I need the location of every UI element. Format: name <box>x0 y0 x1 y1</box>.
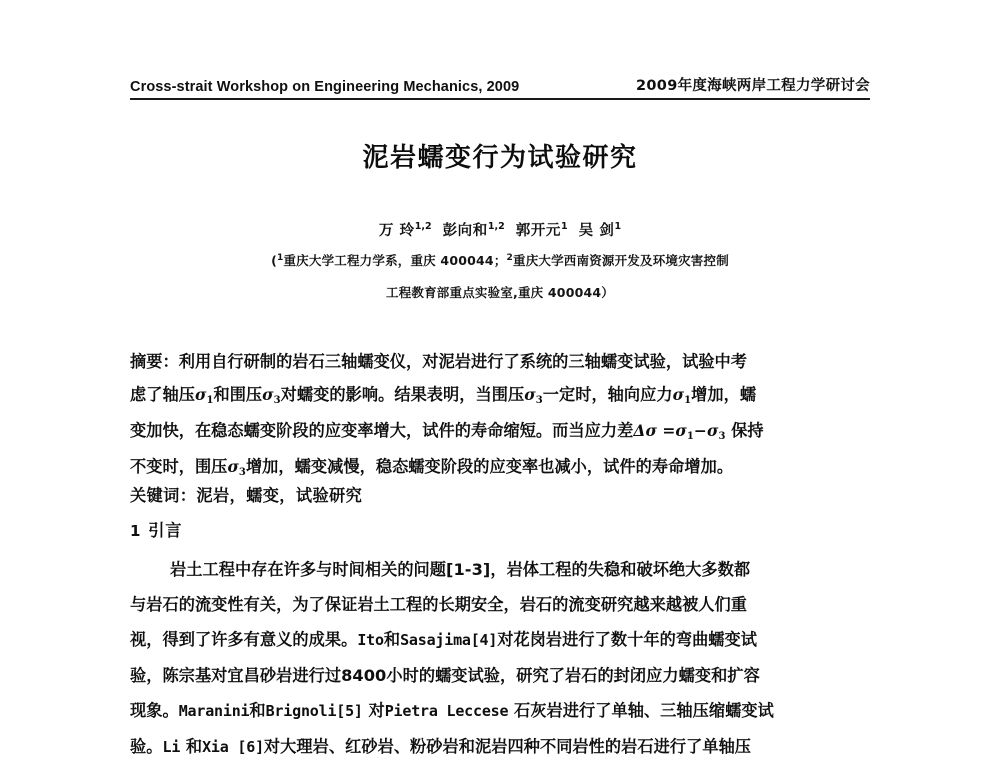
material-pietra-leccese: Pietra Leccese <box>384 702 509 720</box>
abstract-text: 一定时，轴向应力 <box>542 385 673 404</box>
citation-ito: Ito <box>357 631 384 649</box>
section-number: 1 <box>130 522 142 540</box>
keywords-values: 泥岩，蠕变，试验研究 <box>196 486 363 505</box>
affiliation-text-2: 重庆大学西南资源开发及环境灾害控制 <box>513 253 729 268</box>
abstract-label: 摘要： <box>130 352 179 371</box>
abstract-text: 保持 <box>731 421 764 440</box>
abstract-text: 和围压 <box>213 385 263 404</box>
symbol-sigma-1: $\sigma_1$ <box>672 385 692 406</box>
intro-text: 验，陈宗基对宜昌砂岩进行过 <box>130 666 342 685</box>
intro-line-5 <box>130 693 872 729</box>
intro-line-2 <box>130 587 872 622</box>
introduction-body <box>130 552 872 765</box>
symbol-sigma-1: $\sigma_1$ <box>194 385 214 406</box>
intro-text: 和 <box>249 701 266 720</box>
abstract-text: 对蠕变的影响。结果表明，当围压 <box>280 385 525 404</box>
intro-line-6 <box>130 729 872 765</box>
author-name: 吴 剑 <box>578 223 615 239</box>
abstract-text: 虑了轴压 <box>130 385 195 404</box>
intro-text: 石灰岩进行了单轴、三轴压缩蠕变试 <box>514 701 774 720</box>
abstract-text: 不变时，围压 <box>130 457 228 476</box>
running-head <box>130 74 870 95</box>
page-title: 泥岩蠕变行为试验研究 <box>362 143 638 173</box>
affiliation-text-1: 重庆大学工程力学系，重庆 400044； <box>283 253 507 268</box>
abstract-line-2 <box>130 378 872 414</box>
intro-text: 岩土工程中存在许多与时间相关的问题[1-3]，岩体工程的失稳和破坏绝大多数都 <box>170 560 751 579</box>
section-heading <box>130 516 872 546</box>
citation-brignoli: Brignoli[5] <box>265 702 363 720</box>
abstract-text: 增加，蠕变减慢，稳态蠕变阶段的应变率也减小，试件的寿命增加。 <box>245 457 734 476</box>
keywords-line <box>130 481 872 511</box>
intro-text: 对 <box>368 701 385 720</box>
author-affiliation-mark: 1 <box>614 221 622 233</box>
symbol-sigma-3: $\sigma_3$ <box>262 385 281 406</box>
affiliation-line-2: 工程教育部重点实验室,重庆 400044） <box>386 285 614 300</box>
affiliation-mark-2: 2 <box>506 252 513 263</box>
abstract-line-3 <box>130 414 872 450</box>
author-name: 郭开元 <box>515 223 562 239</box>
running-head-left: Cross-strait Workshop on Engineering Mechanics, 2009 <box>130 79 520 95</box>
author-affiliation-mark: 1,2 <box>414 221 432 233</box>
intro-line-3 <box>130 622 872 658</box>
symbol-delta-sigma: $\Delta\sigma =\sigma_1-\sigma_3$ <box>633 421 726 442</box>
citation-maranini: Maranini <box>178 702 250 720</box>
duration-hours-value: 8400 <box>341 666 387 685</box>
symbol-sigma-3: $\sigma_3$ <box>524 385 543 406</box>
author-list <box>0 219 1000 240</box>
abstract-block <box>130 345 872 486</box>
author-affiliation-mark: 1,2 <box>487 221 505 233</box>
citation-li: Li <box>162 738 181 756</box>
intro-text: 小时的蠕变试验，研究了岩石的封闭应力蠕变和扩容 <box>386 666 760 685</box>
abstract-line-1 <box>130 345 872 378</box>
author-affiliation-mark: 1 <box>561 221 568 233</box>
intro-text: 验。 <box>130 737 163 756</box>
intro-text: 和 <box>383 630 401 649</box>
keywords-label: 关键词： <box>130 486 197 505</box>
intro-text: 和 <box>185 737 203 756</box>
header-divider-rule <box>130 98 870 100</box>
intro-text: 对花岗岩进行了数十年的弯曲蠕变试 <box>497 630 758 649</box>
citation-sasajima: Sasajima[4] <box>400 631 498 649</box>
citation-xia: Xia [6] <box>202 738 264 756</box>
symbol-sigma-3: $\sigma_3$ <box>227 457 246 478</box>
affiliation-line-1 <box>0 251 1000 269</box>
intro-line-4 <box>130 658 872 693</box>
intro-text: 现象。 <box>130 701 179 720</box>
intro-text: 视，得到了许多有意义的成果。 <box>130 630 358 649</box>
affiliation-open-paren: ( <box>271 253 278 268</box>
author-name: 彭向和 <box>442 223 488 239</box>
intro-text: 对大理岩、红砂岩、粉砂岩和泥岩四种不同岩性的岩石进行了单轴压 <box>263 737 752 756</box>
affiliation-mark-1: 1 <box>277 252 284 263</box>
abstract-text: 变加快，在稳态蠕变阶段的应变率增大，试件的寿命缩短。而当应力差 <box>130 421 634 440</box>
section-title: 引言 <box>148 521 183 540</box>
abstract-line-1-text: 利用自行研制的岩石三轴蠕变仪，对泥岩进行了系统的三轴蠕变试验，试验中考 <box>178 352 748 371</box>
intro-line-1 <box>130 552 872 587</box>
abstract-text: 增加，蠕 <box>691 385 757 404</box>
intro-text: 与岩石的流变性有关，为了保证岩土工程的长期安全，岩石的流变研究越来越被人们重 <box>130 595 748 614</box>
running-head-right: 2009年度海峡两岸工程力学研讨会 <box>636 78 870 94</box>
author-name: 万 玲 <box>378 223 415 239</box>
